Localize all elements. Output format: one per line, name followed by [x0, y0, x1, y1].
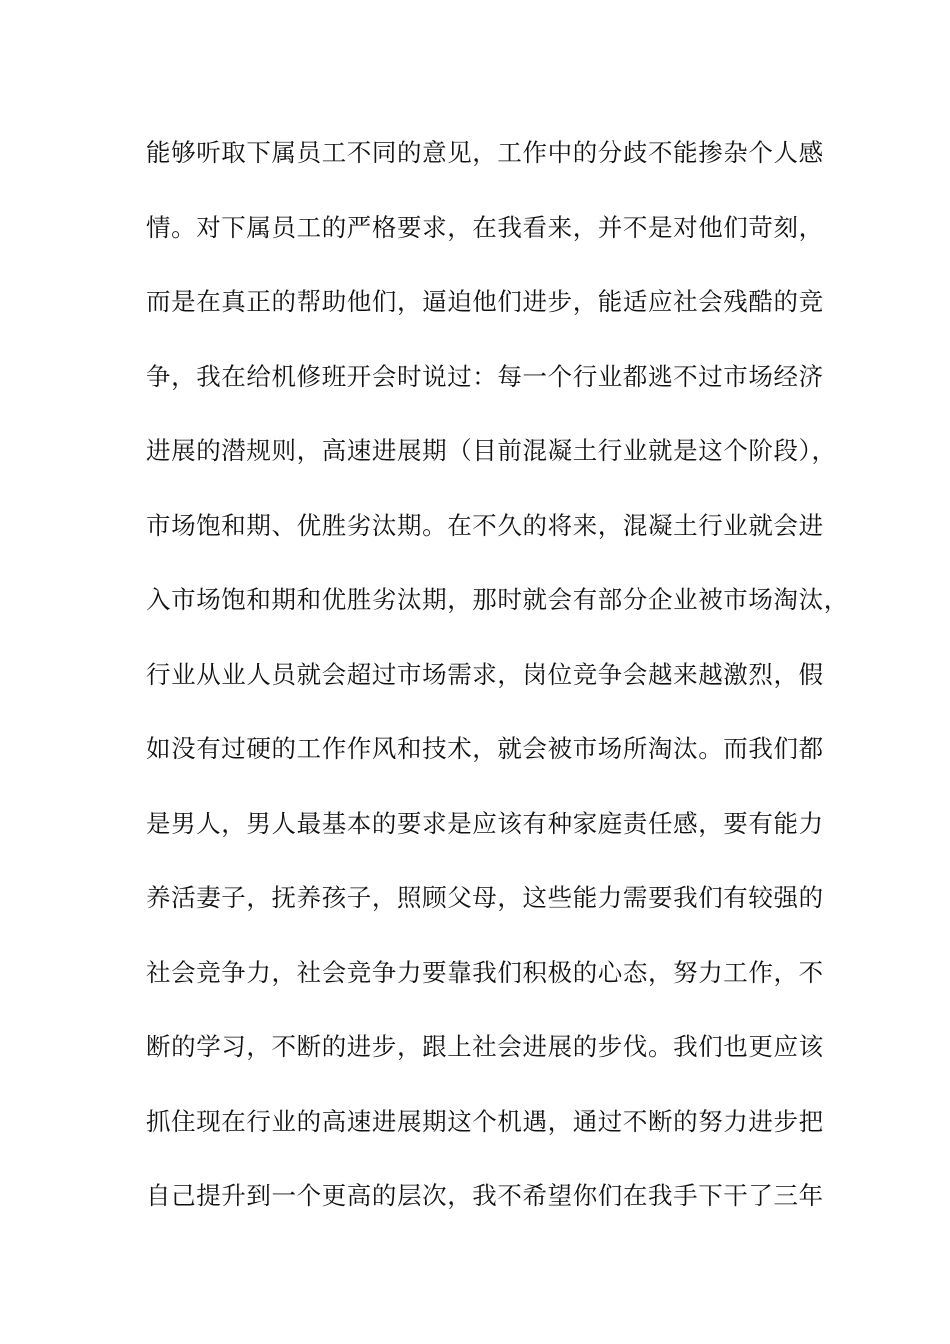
body-text [146, 130, 849, 1248]
text-line: 如没有过硬的工作作风和技术，就会被市场所淘汰。而我们都 [146, 734, 824, 763]
text-line: 社会竞争力，社会竞争力要靠我们积极的心态，努力工作，不 [146, 957, 824, 987]
text-line: 争，我在给机修班开会时说过：每一个行业都逃不过市场经济 [146, 361, 824, 391]
text-line: 而是在真正的帮助他们，逼迫他们进步，能适应社会残酷的竞 [146, 287, 824, 316]
text-line: 市场饱和期、优胜劣汰期。在不久的将来，混凝土行业就会进 [146, 510, 824, 540]
text-line: 抓住现在行业的高速进展期这个机遇，通过不断的努力进步把 [146, 1106, 824, 1136]
text-line: 入市场饱和期和优胜劣汰期，那时就会有部分企业被市场淘汰， [146, 585, 849, 614]
text-line: 是男人，男人最基本的要求是应该有种家庭责任感，要有能力 [146, 808, 824, 838]
text-line: 断的学习，不断的进步，跟上社会进展的步伐。我们也更应该 [146, 1032, 824, 1061]
text-line: 情。对下属员工的严格要求，在我看来，并不是对他们苛刻， [146, 212, 824, 242]
text-line: 行业从业人员就会超过市场需求，岗位竞争会越来越激烈，假 [146, 659, 824, 689]
text-line: 自己提升到一个更高的层次，我不希望你们在我手下干了三年 [146, 1181, 824, 1210]
text-line: 养活妻子，抚养孩子，照顾父母，这些能力需要我们有较强的 [146, 883, 824, 912]
text-line: 进展的潜规则，高速进展期（目前混凝土行业就是这个阶段）， [146, 436, 837, 465]
text-line: 能够听取下属员工不同的意见，工作中的分歧不能掺杂个人感 [146, 138, 824, 167]
